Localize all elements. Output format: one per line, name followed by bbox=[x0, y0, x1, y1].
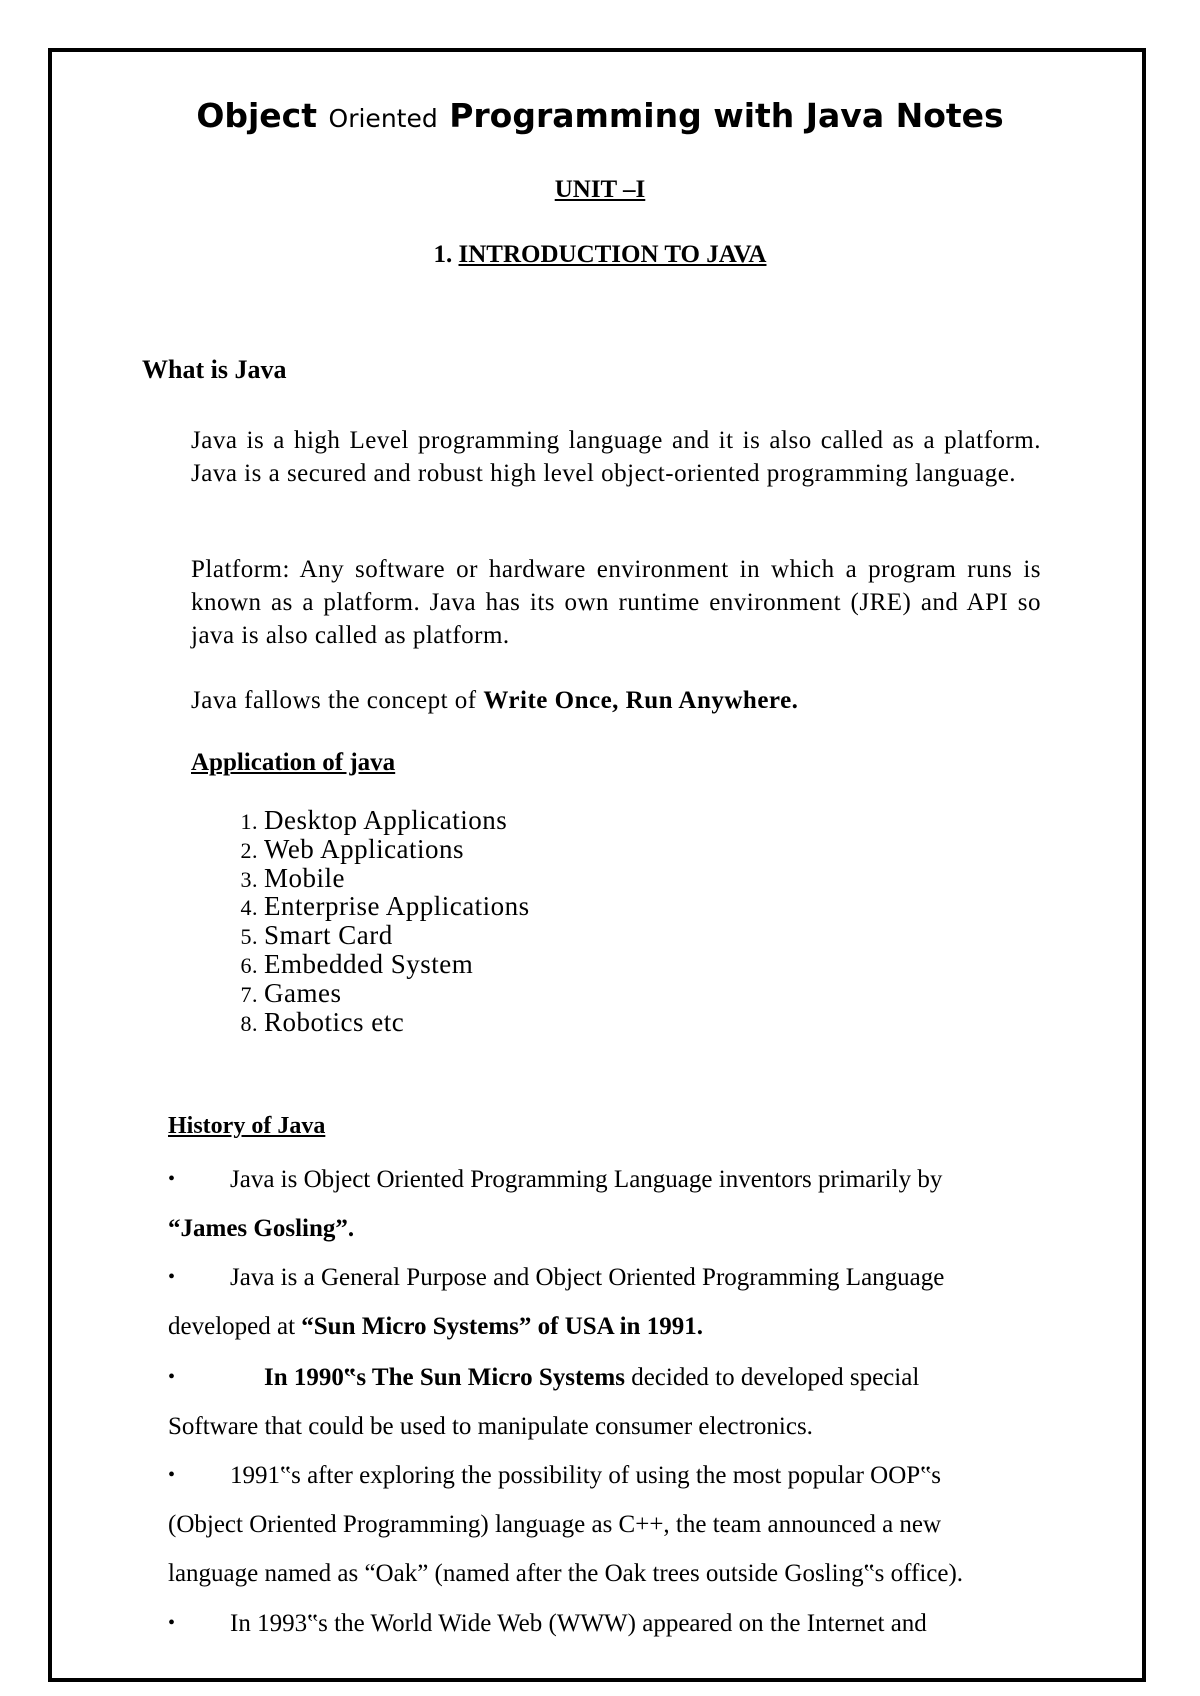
bullet-icon: • bbox=[168, 1266, 176, 1288]
list-item: 3. Mobile bbox=[264, 864, 530, 893]
applications-list bbox=[222, 806, 530, 1036]
history-line: (Object Oriented Programming) language as C++, the team announced a new bbox=[168, 1511, 942, 1538]
history-bullet-2 bbox=[168, 1264, 944, 1292]
history-text: Java is a General Purpose and Object Oriented Programming Language bbox=[230, 1264, 945, 1291]
list-item: 1. Desktop Applications bbox=[264, 806, 530, 835]
history-text: decided to developed special bbox=[624, 1364, 920, 1391]
bullet-icon: • bbox=[168, 1612, 176, 1634]
intro-paragraph: Java is a high Level programming language and it is also called as a platform. Java is a secured and robust high level object-oriented programming language. bbox=[191, 427, 1041, 487]
history-bullet-4 bbox=[168, 1462, 941, 1490]
list-item: 2. Web Applications bbox=[264, 835, 530, 864]
list-item: 4. Enterprise Applications bbox=[264, 892, 530, 921]
wora-prefix: Java fallows the concept of bbox=[191, 687, 484, 714]
unit-heading: UNIT –I bbox=[554, 176, 646, 203]
list-item: 6. Embedded System bbox=[264, 950, 530, 979]
bullet-icon: • bbox=[168, 1366, 176, 1388]
bullet-icon: • bbox=[168, 1464, 176, 1486]
history-bullet-5 bbox=[168, 1610, 927, 1638]
history-text: 1991‟s after exploring the possibility of using the most popular OOP‟s bbox=[230, 1462, 942, 1489]
history-line bbox=[168, 1313, 703, 1341]
bullet-icon: • bbox=[168, 1168, 176, 1190]
title-part-1: Object bbox=[196, 96, 318, 135]
wora-paragraph bbox=[191, 684, 1041, 717]
history-bullet-3 bbox=[168, 1364, 919, 1392]
title-part-2: Oriented bbox=[328, 104, 438, 133]
list-item: 8. Robotics etc bbox=[264, 1008, 530, 1037]
title-part-3: Programming with Java Notes bbox=[449, 96, 1004, 135]
history-bullet-1 bbox=[168, 1166, 942, 1194]
list-item: 5. Smart Card bbox=[264, 921, 530, 950]
chapter-heading bbox=[0, 241, 1200, 269]
list-item: 7. Games bbox=[264, 979, 530, 1008]
chapter-number: 1. bbox=[433, 241, 453, 268]
history-text: Java is Object Oriented Programming Language inventors primarily by bbox=[230, 1166, 943, 1193]
chapter-name: INTRODUCTION TO JAVA bbox=[458, 241, 767, 268]
what-is-java-heading: What is Java bbox=[142, 355, 287, 384]
history-line: language named as “Oak” (named after the Oak trees outside Gosling‟s office). bbox=[168, 1560, 964, 1587]
history-heading: History of Java bbox=[168, 1113, 326, 1139]
history-text: In 1993‟s the World Wide Web (WWW) appeared on the Internet and bbox=[230, 1610, 927, 1637]
history-emphasis: “Sun Micro Systems” of USA in 1991. bbox=[301, 1313, 703, 1340]
applications-heading: Application of java bbox=[191, 749, 396, 776]
wora-slogan: Write Once, Run Anywhere. bbox=[483, 687, 799, 714]
document-title bbox=[0, 96, 1200, 135]
platform-paragraph: Platform: Any software or hardware environment in which a program runs is known as a platform. Java has its own runtime environment (JRE) and API so java is also called as platform. bbox=[191, 556, 1041, 649]
history-emphasis: In 1990‟s The Sun Micro Systems bbox=[264, 1364, 625, 1391]
history-line: “James Gosling”. bbox=[168, 1215, 355, 1242]
history-text: developed at bbox=[168, 1313, 302, 1340]
history-line: Software that could be used to manipulate consumer electronics. bbox=[168, 1413, 813, 1440]
